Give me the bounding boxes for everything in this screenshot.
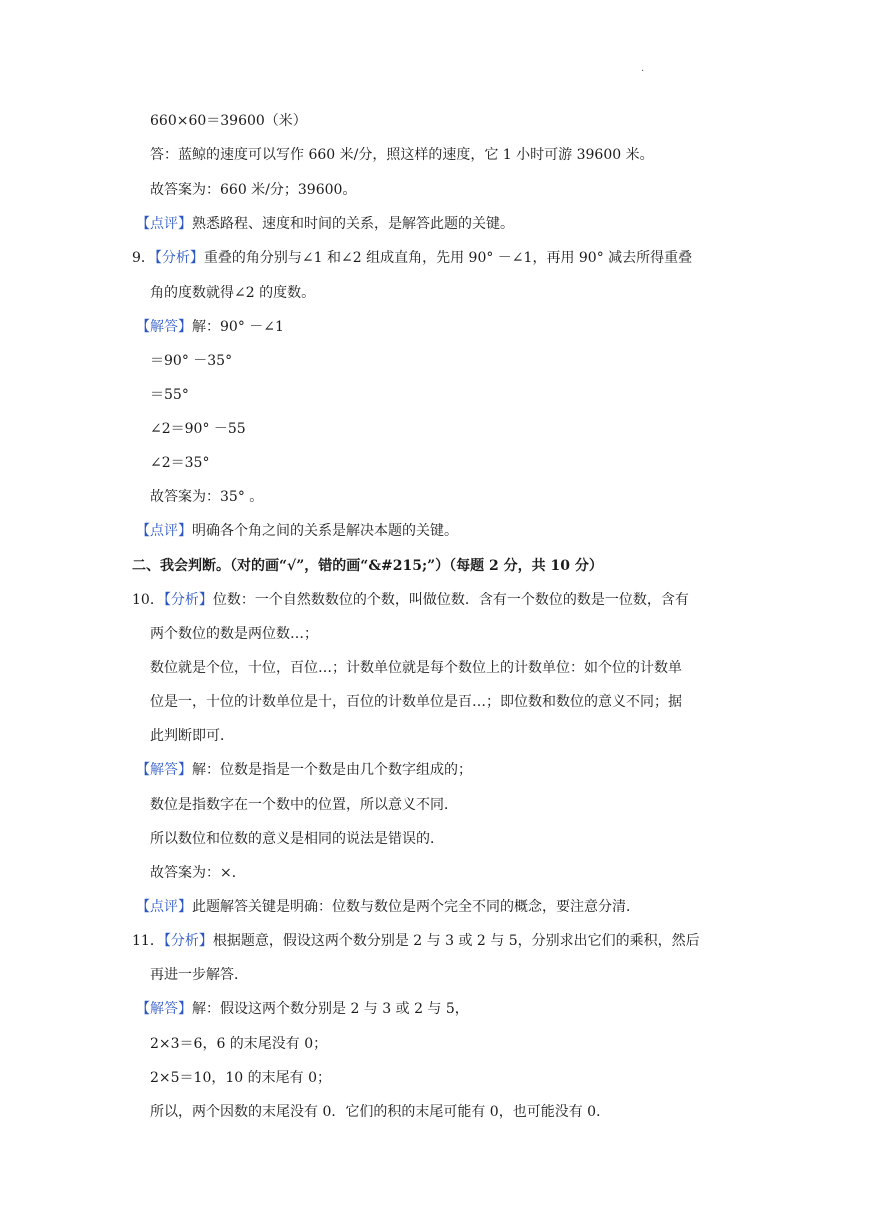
text-line [150, 795, 458, 815]
line-text: 位是一，十位的计数单位是十，百位的计数单位是百…；即位数和数位的意义不同；据 [150, 694, 682, 710]
analysis-tag: 【分析】 [163, 592, 213, 608]
line-text: 数位就是个位，十位，百位…；计数单位就是每个数位上的计数单位：如个位的计数单 [150, 660, 682, 676]
text-line [150, 351, 232, 371]
text-line [150, 453, 209, 473]
answer-tag: 【解答】 [136, 1001, 192, 1017]
question-11-analysis [132, 931, 700, 951]
text-line [150, 180, 356, 200]
line-text: 两个数位的数是两位数…； [150, 626, 318, 642]
question-9-analysis [132, 248, 692, 268]
text-line [150, 1068, 331, 1088]
line-text: 2×3＝6，6 的末尾没有 0； [150, 1036, 328, 1052]
text-line [150, 145, 654, 165]
comment-tag: 【点评】 [136, 216, 192, 232]
text-line [150, 965, 248, 985]
analysis-tag: 【分析】 [163, 933, 213, 949]
line-text: 所以数位和位数的意义是相同的说法是错误的． [150, 831, 444, 847]
line-text: 2×5＝10，10 的末尾有 0； [150, 1070, 331, 1086]
line-text: ＝90° －35° [150, 353, 233, 369]
text-line [150, 658, 682, 678]
line-text: 位数：一个自然数数位的个数，叫做位数．含有一个数位的数是一位数，含有 [212, 592, 689, 608]
answer-tag: 【解答】 [136, 762, 192, 778]
line-text: 解：假设这两个数分别是 2 与 3 或 2 与 5， [192, 1001, 469, 1017]
text-line [150, 419, 246, 439]
top-mark: · [641, 66, 645, 77]
answer-line [136, 760, 472, 780]
line-text: ∠2＝90° －55 [150, 421, 246, 437]
text-line [150, 283, 315, 303]
line-text: 数位是指数字在一个数中的位置，所以意义不同． [150, 797, 458, 813]
text-line [150, 692, 682, 712]
line-text: 解：90° －∠1 [192, 319, 284, 335]
line-text: 故答案为：35° 。 [150, 489, 264, 505]
line-text: 解：位数是指是一个数是由几个数字组成的； [192, 762, 472, 778]
heading-text: 二、我会判断。（对的画“√”，错的画“&#215;”）（每题 2 分，共 10 分） [132, 558, 603, 574]
text-line [150, 1102, 610, 1122]
text-line [150, 1034, 327, 1054]
text-line [150, 863, 246, 883]
comment-line [136, 897, 640, 917]
text-line [150, 111, 307, 131]
text-line [150, 726, 234, 746]
answer-line [136, 999, 469, 1019]
line-text: 此判断即可． [150, 728, 234, 744]
question-10-analysis [132, 590, 689, 610]
question-number: 10． [132, 592, 164, 608]
line-text: 故答案为：×． [150, 865, 246, 881]
comment-tag: 【点评】 [136, 899, 192, 915]
comment-tag: 【点评】 [136, 523, 192, 539]
line-text: 角的度数就得∠2 的度数。 [150, 285, 316, 301]
text-line [150, 829, 444, 849]
text-line [150, 385, 189, 405]
question-number: 11． [132, 933, 164, 949]
answer-tag: 【解答】 [136, 319, 192, 335]
line-text: 重叠的角分别与∠1 和∠2 组成直角，先用 90° －∠1，再用 90° 减去所得重叠 [203, 250, 693, 266]
text-line [150, 487, 263, 507]
text-line [150, 624, 318, 644]
comment-line [136, 214, 514, 234]
line-text: 所以，两个因数的末尾没有 0．它们的积的末尾可能有 0，也可能没有 0． [150, 1104, 611, 1120]
line-text: 再进一步解答． [150, 967, 248, 983]
line-text: ∠2＝35° [150, 455, 210, 471]
line-text: 熟悉路程、速度和时间的关系，是解答此题的关键。 [192, 216, 514, 232]
question-number: 9． [132, 250, 155, 266]
answer-line [136, 317, 284, 337]
line-text: 根据题意，假设这两个数分别是 2 与 3 或 2 与 5，分别求出它们的乘积，然后 [212, 933, 700, 949]
section-heading [132, 556, 603, 576]
line-text: 此题解答关键是明确：位数与数位是两个完全不同的概念，要注意分清． [192, 899, 640, 915]
line-text: 答：蓝鲸的速度可以写作 660 米/分，照这样的速度，它 1 小时可游 39600 米。 [150, 147, 654, 163]
comment-line [136, 521, 458, 541]
line-text: 故答案为：660 米/分；39600。 [150, 182, 357, 198]
analysis-tag: 【分析】 [154, 250, 204, 266]
line-text: 明确各个角之间的关系是解决本题的关键。 [192, 523, 458, 539]
line-text: ＝55° [150, 387, 189, 403]
line-text: 660×60＝39600（米） [150, 113, 307, 129]
